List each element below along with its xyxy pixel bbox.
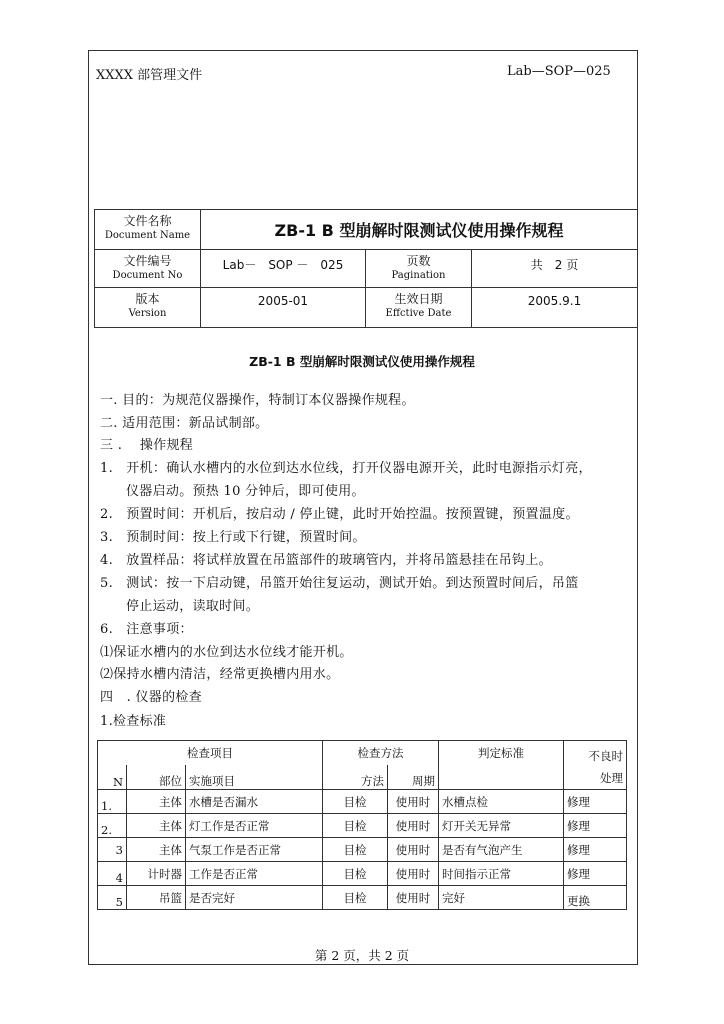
step-1-cont: 仪器启动。预热 10 分钟后，即可使用。 xyxy=(126,484,365,499)
check-standard-heading: 1.检查标准 xyxy=(100,714,167,729)
row-content: 水槽是否漏水 xyxy=(186,790,323,814)
row-part: 计时器 xyxy=(127,862,186,886)
header-check-item: 检查项目 xyxy=(98,741,323,766)
row-content: 是否完好 xyxy=(186,886,323,910)
row-cycle: 使用时 xyxy=(388,814,439,838)
step-3: 3. 预制时间：按上行或下行键，预置时间。 xyxy=(100,530,366,545)
header-no: N xyxy=(98,765,127,790)
row-standard: 水槽点检 xyxy=(439,790,564,814)
row-method: 目检 xyxy=(323,886,388,910)
row-no: 3 xyxy=(98,838,127,862)
row-content: 气泵工作是否正常 xyxy=(186,838,323,862)
row-part: 吊篮 xyxy=(127,886,186,910)
header-way: 方法 xyxy=(323,765,388,790)
version-label: 版本 Version xyxy=(95,288,201,328)
step-5: 5. 测试：按一下启动键，吊篮开始往复运动，测试开始。到达预置时间后，吊篮 xyxy=(100,576,579,591)
row-no: 5 xyxy=(98,886,127,910)
row-standard: 灯开关无异常 xyxy=(439,814,564,838)
row-standard: 是否有气泡产生 xyxy=(439,838,564,862)
row-method: 目检 xyxy=(323,790,388,814)
note-1: ⑴保证水槽内的水位到达水位线才能开机。 xyxy=(100,645,353,660)
document-title: ZB-1 B 型崩解时限测试仪使用操作规程 xyxy=(201,210,638,250)
row-no: 1. xyxy=(98,790,127,814)
header-left: XXXX 部管理文件 xyxy=(96,68,203,83)
document-no: Lab－ SOP － 025 xyxy=(201,250,366,288)
pagination-label: 页数 Pagination xyxy=(366,250,472,288)
row-action: 修理 xyxy=(564,838,627,862)
row-method: 目检 xyxy=(323,814,388,838)
step-2: 2. 预置时间：开机后，按启动 / 停止键，此时开始控温。按预置键，预置温度。 xyxy=(100,507,579,522)
step-4: 4. 放置样品：将试样放置在吊篮部件的玻璃管内，并将吊篮悬挂在吊钩上。 xyxy=(100,553,552,568)
step-1: 1. 开机：确认水槽内的水位到达水位线，打开仪器电源开关，此时电源指示灯亮， xyxy=(100,461,592,476)
table-row xyxy=(98,886,627,910)
procedure-heading: 三 . 操作规程 xyxy=(100,438,194,453)
main-title: ZB-1 B 型崩解时限测试仪使用操作规程 xyxy=(249,354,475,369)
header-standard: 判定标准 xyxy=(439,741,564,790)
purpose-line: 一. 目的：为规范仪器操作，特制订本仪器操作规程。 xyxy=(100,393,415,408)
page-footer: 第 2 页，共 2 页 xyxy=(314,948,410,963)
header-bad-action: 不良时 处理 xyxy=(564,741,627,790)
header-part: 部位 xyxy=(127,765,186,790)
row-cycle: 使用时 xyxy=(388,886,439,910)
header-right: Lab—SOP—025 xyxy=(507,64,611,79)
row-cycle: 使用时 xyxy=(388,790,439,814)
row-method: 目检 xyxy=(323,862,388,886)
name-label: 文件名称 Document Name xyxy=(95,210,201,250)
step-5-cont: 停止运动，读取时间。 xyxy=(126,599,260,614)
header-content: 实施项目 xyxy=(186,765,323,790)
row-content: 工作是否正常 xyxy=(186,862,323,886)
row-part: 主体 xyxy=(127,790,186,814)
row-standard: 完好 xyxy=(439,886,564,910)
table-row xyxy=(98,838,627,862)
header-check-method: 检查方法 xyxy=(323,741,439,766)
pagination-value: 共 2 页 xyxy=(472,250,638,288)
row-action: 修理 xyxy=(564,814,627,838)
table-row xyxy=(98,790,627,814)
scope-line: 二. 适用范围：新品试制部。 xyxy=(100,416,269,431)
effective-date-value: 2005.9.1 xyxy=(472,288,638,328)
note-2: ⑵保持水槽内清洁，经常更换槽内用水。 xyxy=(100,667,340,682)
row-part: 主体 xyxy=(127,814,186,838)
row-cycle: 使用时 xyxy=(388,838,439,862)
table-row xyxy=(98,862,627,886)
row-no: 4 xyxy=(98,862,127,886)
row-action: 更换 xyxy=(564,886,627,910)
step-6: 6. 注意事项： xyxy=(100,622,193,637)
row-method: 目检 xyxy=(323,838,388,862)
version-value: 2005-01 xyxy=(201,288,366,328)
row-action: 修理 xyxy=(564,862,627,886)
row-content: 灯工作是否正常 xyxy=(186,814,323,838)
no-label: 文件编号 Document No xyxy=(95,250,201,288)
check-table xyxy=(97,740,627,910)
inspection-heading: 四 . 仪器的检查 xyxy=(100,690,202,705)
header-cycle: 周期 xyxy=(388,765,439,790)
document-info-table xyxy=(94,209,638,328)
row-cycle: 使用时 xyxy=(388,862,439,886)
row-action: 修理 xyxy=(564,790,627,814)
row-no: 2. xyxy=(98,814,127,838)
effective-date-label: 生效日期 Effctive Date xyxy=(366,288,472,328)
table-row xyxy=(98,814,627,838)
row-part: 主体 xyxy=(127,838,186,862)
row-standard: 时间指示正常 xyxy=(439,862,564,886)
